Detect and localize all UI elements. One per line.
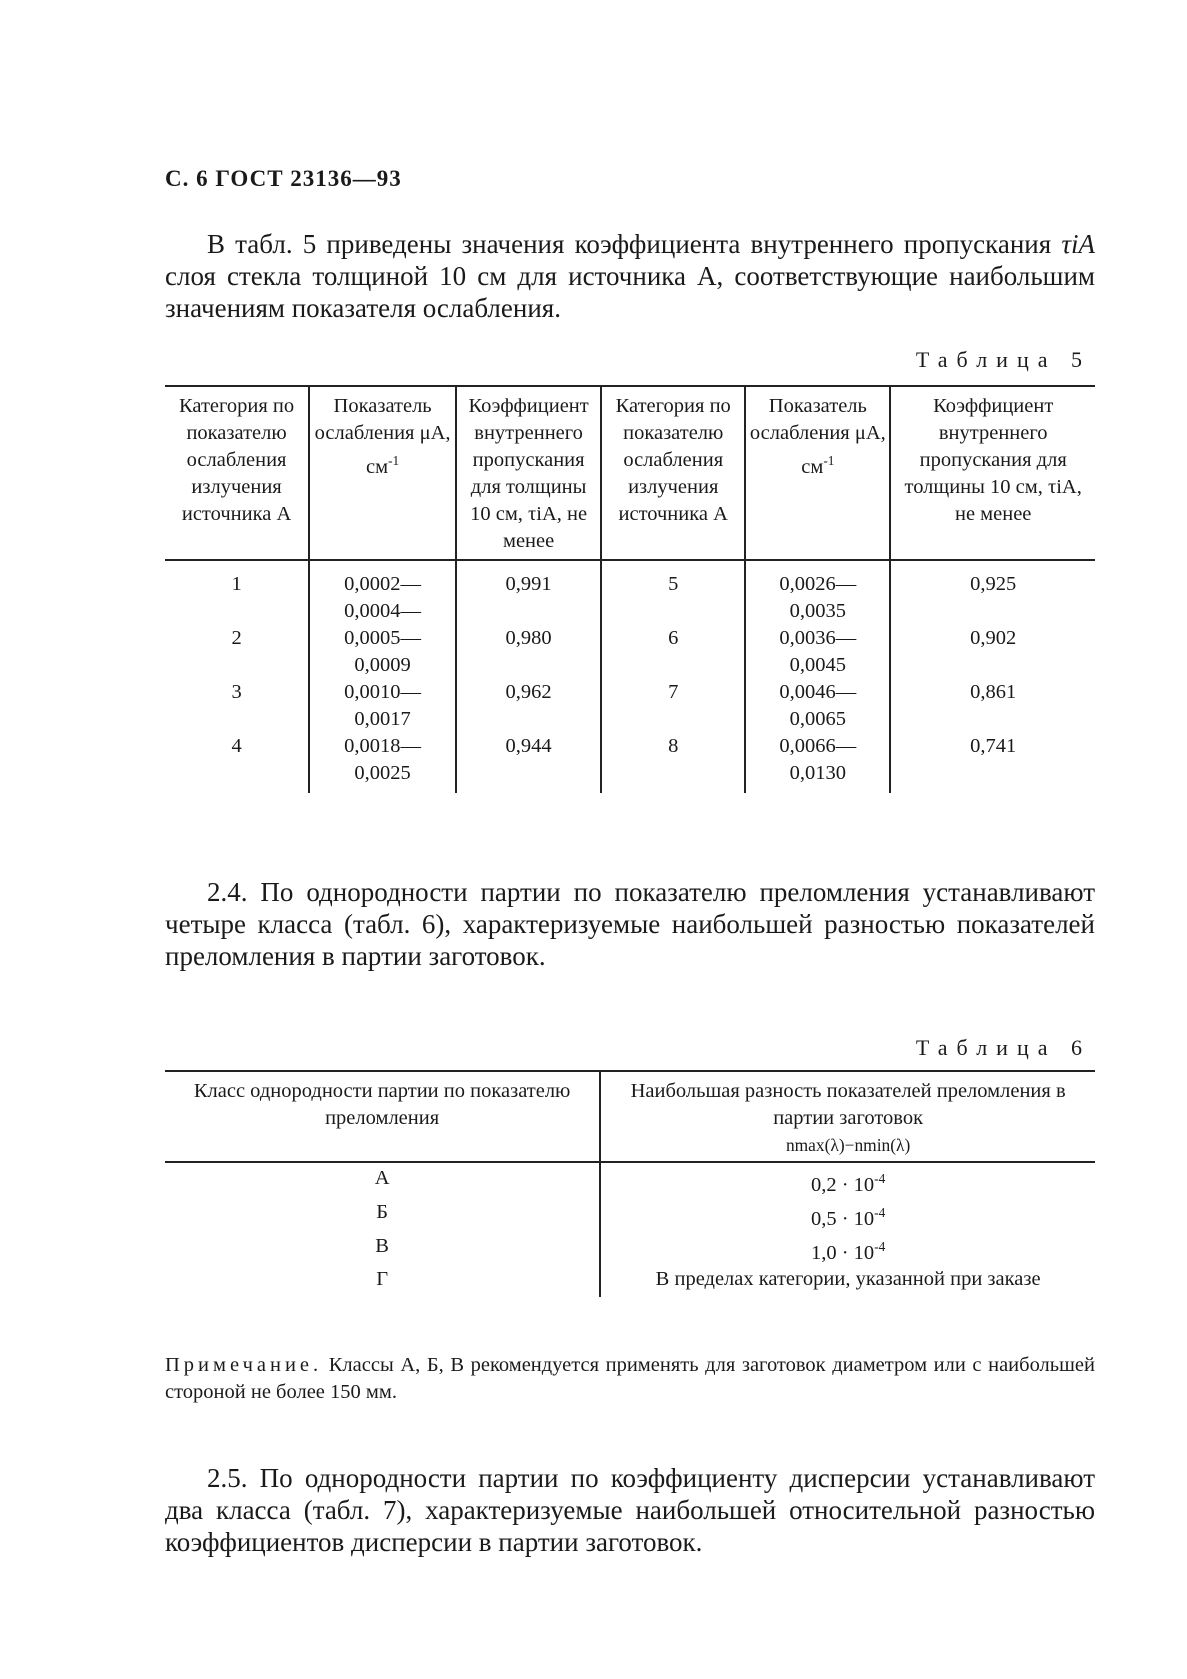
transmittance-cell: 0,741 [890,733,1095,793]
class-cell: Б [376,1200,388,1223]
class-cell: В [375,1234,389,1257]
table-row [165,679,1095,733]
attenuation-range-cell: 0,0036— 0,0045 [745,625,890,679]
table-row [165,1266,1095,1297]
transmittance-cell: 0,902 [890,625,1095,679]
category-cell: 6 [601,625,745,679]
note-label: Примечание. [165,1354,323,1376]
table5-header-row [165,386,1095,560]
transmittance-cell: 0,861 [890,679,1095,733]
transmittance-cell: 0,925 [890,560,1095,625]
attenuation-range-cell: 0,0018— 0,0025 [309,733,456,793]
table-row [165,560,1095,625]
category-cell: 5 [601,560,745,625]
category-cell: 2 [231,627,242,649]
table6-note: Примечание. Классы А, Б, В рекомендуется применять для заготовок диаметром или с наибольшей стороной не более 150 мм. [165,1354,1095,1403]
table5-header-category-2: Категория по показателю ослабления излучения источника А [601,386,745,560]
difference-cell: $0,2 \cdot 10^{-4}$ [600,1162,1095,1199]
category-cell: 7 [601,679,745,733]
refractive-difference-formula: nmax(λ)−nmin(λ) [785,1135,911,1155]
section-2-5-paragraph: 2.5. По однородности партии по коэффициенту дисперсии устанавливают два класса (табл. 7), характеризуемые наибольшей относительной разностью коэффициентов дисперсии в партии заготовок. [165,1463,1095,1557]
table5-header-attenuation-2: Показатель ослабления μA, $см^{-1}$ [745,386,890,560]
category-cell: 8 [601,733,745,793]
table-row [165,1162,1095,1199]
table-5 [165,385,1095,793]
attenuation-range-cell: 0,0010— 0,0017 [309,679,456,733]
table5-header-attenuation: Показатель ослабления μA, $см^{-1}$ [309,386,456,560]
difference-cell: В пределах категории, указанной при заказе [600,1266,1095,1297]
table5-caption: Таблица 5 [915,347,1091,372]
class-cell: Г [376,1268,389,1291]
table-row [165,1233,1095,1267]
table6-header-class: Класс однородности партии по показателю преломления [165,1071,600,1162]
table6-header-row [165,1071,1095,1162]
transmittance-cell: 0,991 [456,560,601,625]
table5-header-category: Категория по показателю ослабления излучения источника А [165,386,309,560]
intro-paragraph: В табл. 5 приведены значения коэффициента внутреннего пропускания τiA слоя стекла толщиной 10 см для источника А, соответствующие наибольшим значениям показателя ослабления. [165,229,1095,323]
difference-cell: $0,5 \cdot 10^{-4}$ [600,1199,1095,1233]
transmittance-symbol: τiA [1061,229,1095,259]
attenuation-range-cell: 0,0005— 0,0009 [309,625,456,679]
attenuation-range-cell: 0,0002— 0,0004— [309,560,456,625]
category-cell: 4 [231,735,242,757]
class-cell: А [374,1167,390,1189]
page-header: С. 6 ГОСТ 23136—93 [165,166,402,191]
table-6 [165,1070,1095,1297]
table6-header-difference: Наибольшая разность показателей преломления в партии заготовок nmax(λ)−nmin(λ) [600,1071,1095,1162]
difference-cell: $1,0 \cdot 10^{-4}$ [600,1233,1095,1267]
transmittance-cell: 0,962 [456,679,601,733]
attenuation-range-cell: 0,0066— 0,0130 [745,733,890,793]
transmittance-cell: 0,980 [456,625,601,679]
transmittance-cell: 0,944 [456,733,601,793]
table6-caption: Таблица 6 [915,1035,1091,1060]
category-cell: 3 [231,681,242,703]
table5-header-transmittance-2: Коэффициент внутреннего пропускания для толщины 10 см, τiA, не менее [890,386,1095,560]
attenuation-range-cell: 0,0046— 0,0065 [745,679,890,733]
section-2-4-paragraph: 2.4. По однородности партии по показателю преломления устанавливают четыре класса (табл. 6), характеризуемые наибольшей разностью показателей преломления в партии заготовок. [165,877,1095,971]
attenuation-range-cell: 0,0026— 0,0035 [745,560,890,625]
category-cell: 1 [231,573,242,595]
table-row [165,733,1095,793]
table-row [165,1199,1095,1233]
table5-header-transmittance: Коэффициент внутреннего пропускания для толщины 10 см, τiA, не менее [456,386,601,560]
table-row [165,625,1095,679]
